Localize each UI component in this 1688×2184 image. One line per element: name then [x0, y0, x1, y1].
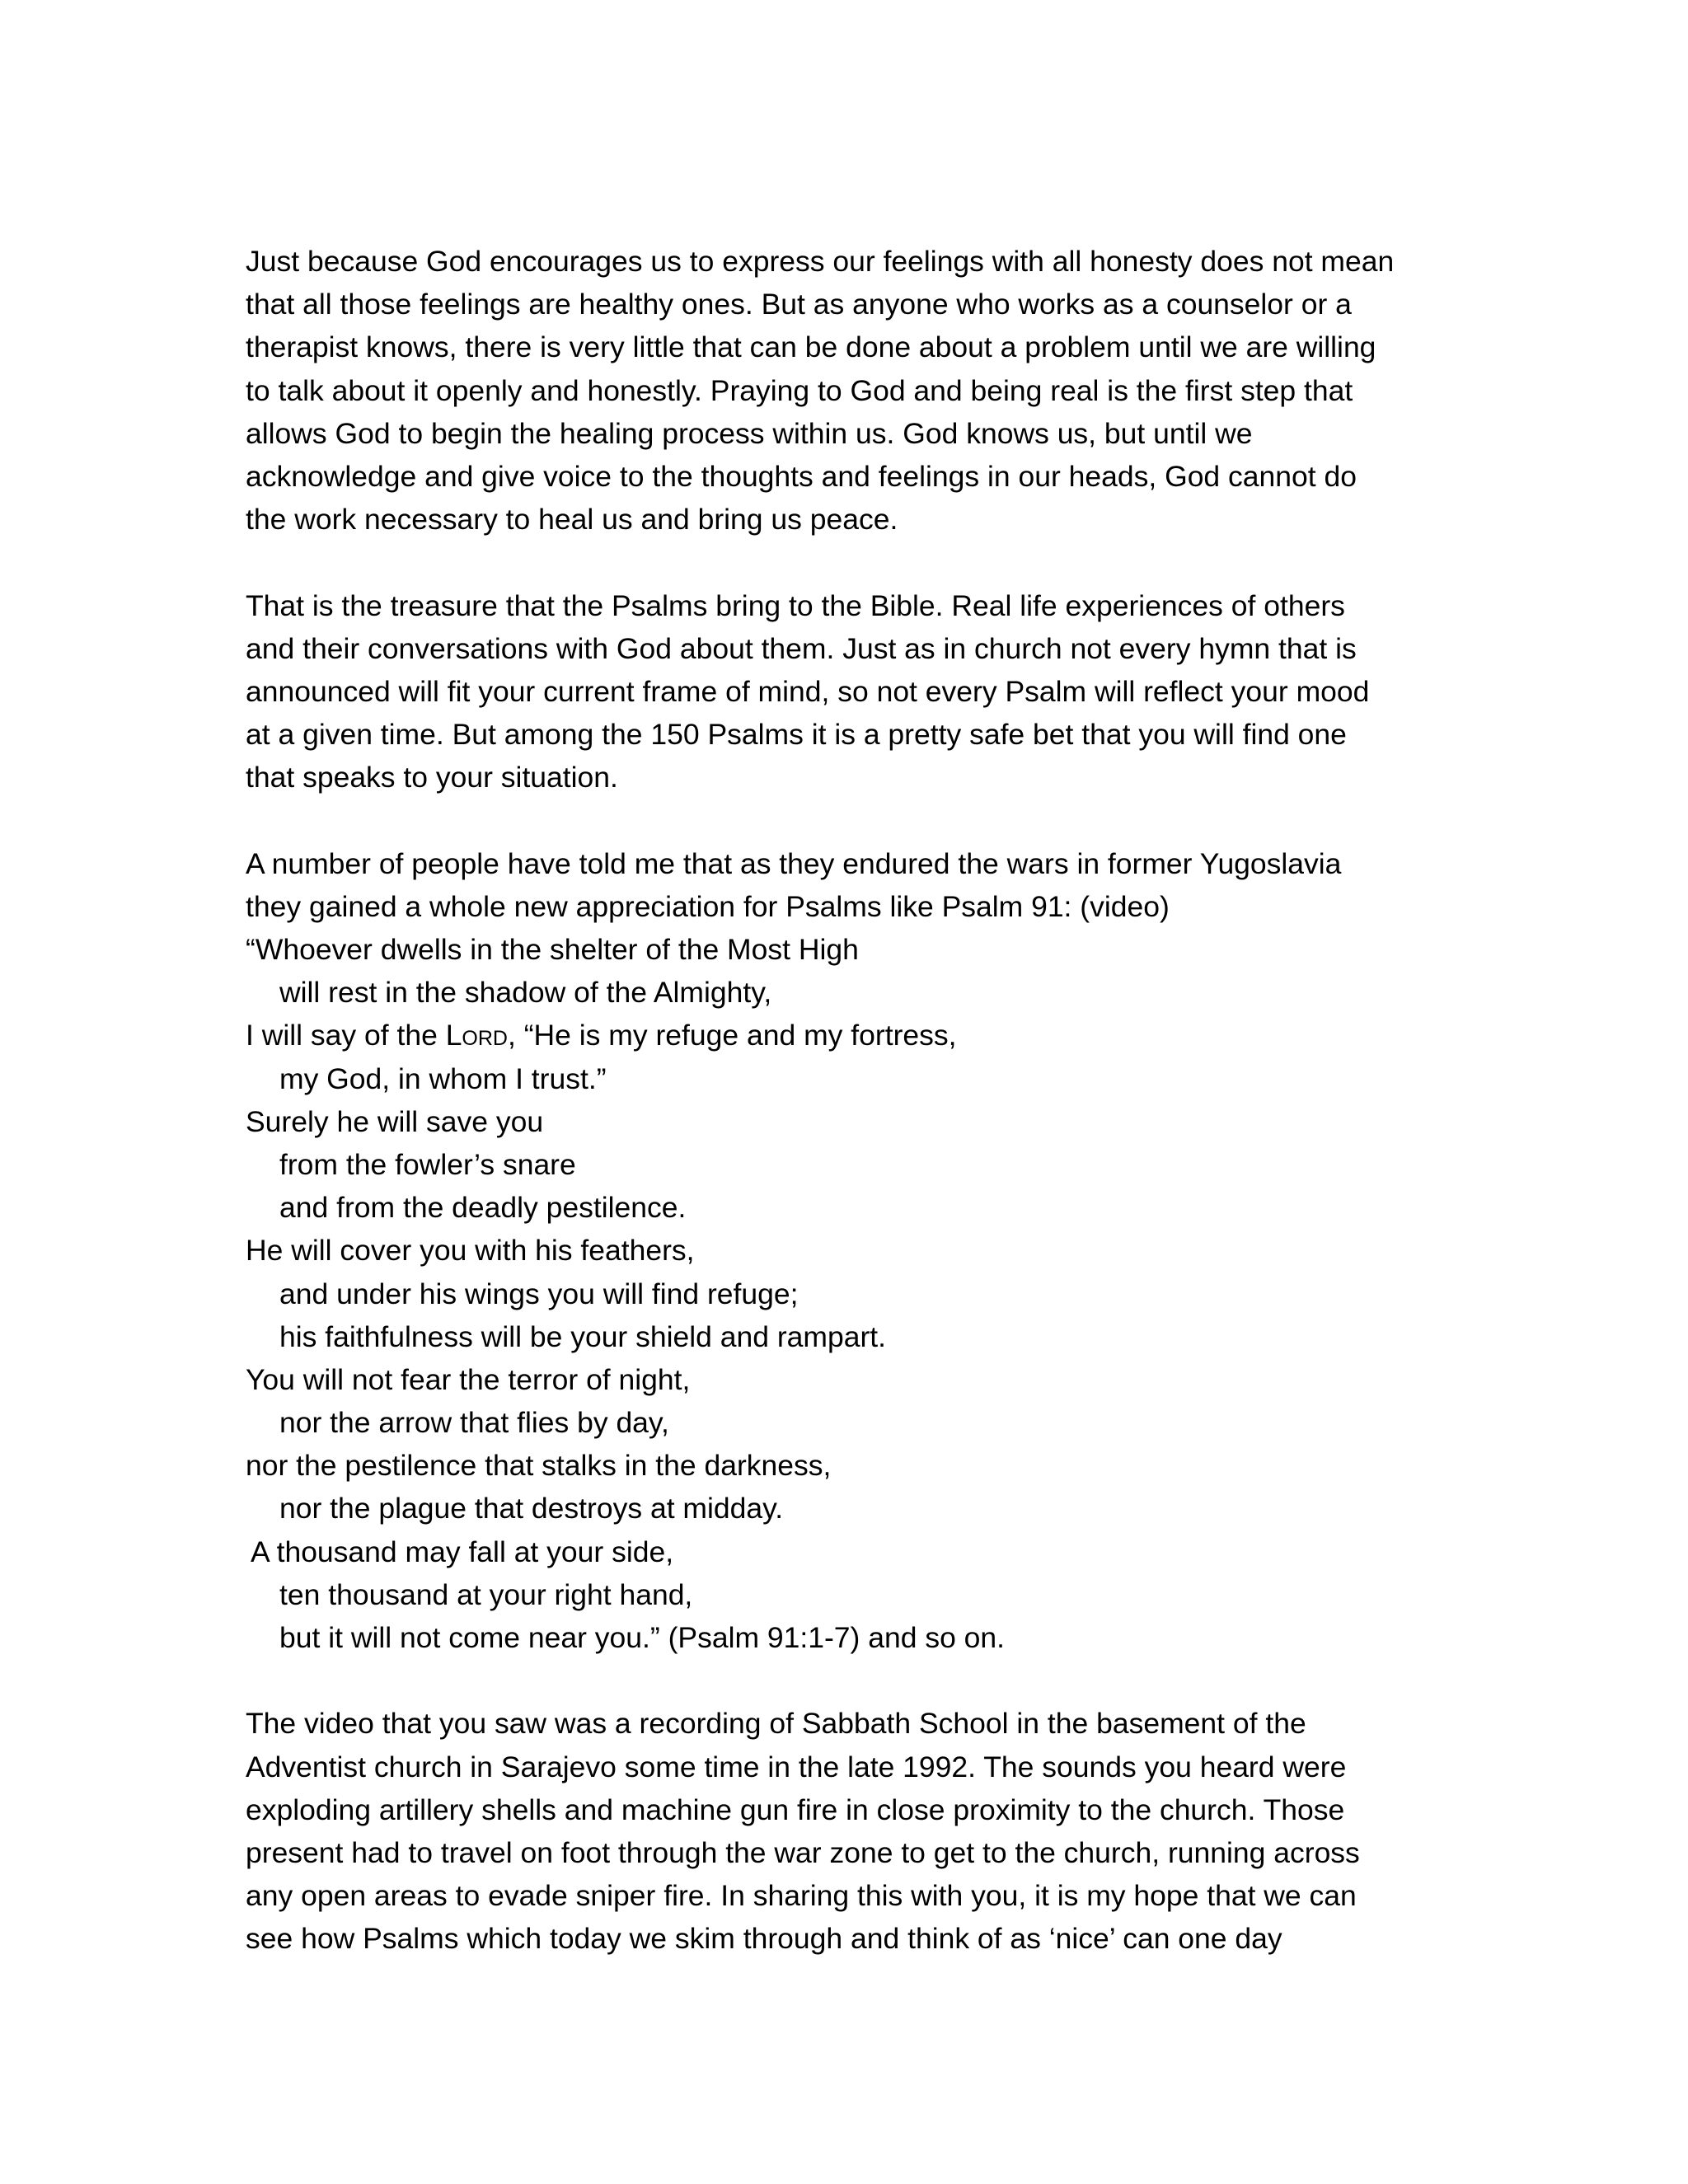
text-line: That is the treasure that the Psalms bring to the Bible. Real life experiences of others — [246, 588, 1345, 622]
lord-smallcaps: Lord — [445, 1019, 508, 1052]
text-line: allows God to begin the healing process within us. God knows us, but until we — [246, 416, 1253, 450]
psalm-line-indented: but it will not come near you.” (Psalm 91:1-7) and so on. — [279, 1621, 1006, 1654]
psalm-line-indented: and from the deadly pestilence. — [279, 1191, 687, 1225]
text-line: Adventist church in Sarajevo some time in the late 1992. The sounds you heard were — [246, 1750, 1347, 1783]
psalm-line-indented: ten thousand at your right hand, — [279, 1577, 693, 1611]
text-line: exploding artillery shells and machine gun fire in close proximity to the church. Those — [246, 1793, 1345, 1826]
text-line: Just because God encourages us to express our feelings with all honesty does not mean — [246, 245, 1395, 278]
paragraph-sarajevo — [246, 1702, 1449, 1960]
psalm-91-quote — [246, 928, 1449, 1659]
paragraph-yugoslavia — [246, 842, 1449, 928]
document-body — [246, 240, 1449, 1961]
text-line: that speaks to your situation. — [246, 761, 618, 794]
paragraph-spacer — [246, 799, 1449, 841]
text-line: The video that you saw was a recording of Sabbath School in the basement of the — [246, 1707, 1306, 1741]
text-line: A number of people have told me that as they endured the wars in former Yugoslavia — [246, 846, 1342, 880]
text-line: and their conversations with God about them. Just as in church not every hymn that is — [246, 631, 1357, 665]
psalm-text: I will say of the — [246, 1019, 446, 1052]
psalm-line — [246, 1014, 1449, 1057]
psalm-line: “Whoever dwells in the shelter of the Most High — [246, 933, 859, 966]
psalm-line-indented: and under his wings you will find refuge; — [279, 1277, 799, 1310]
paragraph-spacer — [246, 1659, 1449, 1702]
psalm-line-indented: his faithfulness will be your shield and rampart. — [279, 1319, 887, 1353]
psalm-line-indented: will rest in the shadow of the Almighty, — [279, 976, 772, 1010]
psalm-line-indented: from the fowler’s snare — [279, 1147, 576, 1181]
psalm-text: , “He is my refuge and my fortress, — [508, 1019, 957, 1052]
psalm-line: A thousand may fall at your side, — [251, 1535, 674, 1568]
psalm-line: Surely he will save you — [246, 1104, 544, 1138]
text-line: they gained a whole new appreciation for Psalms like Psalm 91: (video) — [246, 889, 1170, 923]
text-line: announced will fit your current frame of mind, so not every Psalm will reflect your mood — [246, 674, 1370, 708]
paragraph-spacer — [246, 541, 1449, 583]
psalm-line-indented: my God, in whom I trust.” — [279, 1062, 607, 1095]
paragraph-psalms-treasure — [246, 584, 1449, 799]
psalm-line-indented: nor the plague that destroys at midday. — [279, 1492, 784, 1526]
text-line: see how Psalms which today we skim through and think of as ‘nice’ can one day — [246, 1922, 1282, 1956]
psalm-line: nor the pestilence that stalks in the darkness, — [246, 1449, 832, 1483]
text-line: the work necessary to heal us and bring us peace. — [246, 503, 898, 537]
text-line: any open areas to evade sniper fire. In sharing this with you, it is my hope that we can — [246, 1879, 1357, 1913]
psalm-line: You will not fear the terror of night, — [246, 1362, 691, 1396]
paragraph-honesty — [246, 240, 1449, 541]
text-line: to talk about it openly and honestly. Praying to God and being real is the first step that — [246, 373, 1353, 407]
text-line: present had to travel on foot through the war zone to get to the church, running across — [246, 1835, 1360, 1869]
text-line: acknowledge and give voice to the thoughts and feelings in our heads, God cannot do — [246, 459, 1357, 493]
text-line: that all those feelings are healthy ones. But as anyone who works as a counselor or a — [246, 288, 1352, 321]
text-line: therapist knows, there is very little that can be done about a problem until we are willing — [246, 330, 1376, 364]
text-line: at a given time. But among the 150 Psalms it is a pretty safe bet that you will find one — [246, 718, 1347, 752]
psalm-line: He will cover you with his feathers, — [246, 1234, 695, 1268]
psalm-line-indented: nor the arrow that flies by day, — [279, 1406, 669, 1440]
